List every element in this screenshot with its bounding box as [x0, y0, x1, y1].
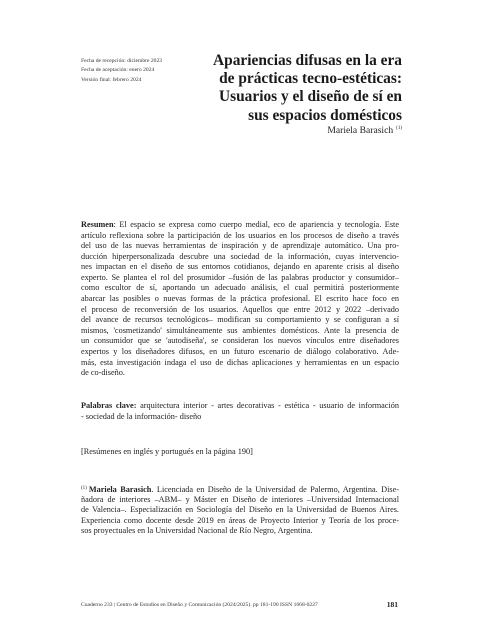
- abstract-line: del uso de las nuevas herramientas de inspiración y de aprendizaje automático. Una pro-: [81, 241, 399, 251]
- abstract-line: expertos y los diseñadores difusos, en un futuro escenario de diálogo colaborativo. Ade-: [81, 346, 399, 356]
- bio-line: Experiencia como docente desde 2019 en áreas de Proyecto Interior y Teoría de los proce-: [81, 515, 399, 525]
- abstract-label: Resumen: [81, 220, 114, 229]
- abstract-line: experto. Se plantea el rol del prosumidor –fusión de las palabras productor y consumidor–: [81, 272, 399, 282]
- title-line: de prácticas tecno-estéticas:: [219, 70, 402, 88]
- keywords-line: Palabras clave: arquitectura interior - artes decorativas - estética - usuario de información: [81, 401, 399, 410]
- abstract-line: abarcar las posibles o nuevas formas de la práctica profesional. El escrito hace foco en: [81, 294, 399, 304]
- translations-note: [Resúmenes en inglés y portugués en la página 190]: [81, 447, 253, 456]
- bio-line: $^{(1)}$ Mariela Barasich. Licenciada en Diseño de la Universidad de Palermo, Argentina. Dise-: [81, 485, 399, 494]
- article-title: [172, 52, 402, 125]
- bio-name: Mariela Barasich: [88, 485, 152, 494]
- abstract-line: Resumen: El espacio se expresa como cuerpo medial, eco de apariencia y tecnología. Este: [81, 220, 399, 229]
- abstract-line: nes impactan en el diseño de sus entornos cotidianos, dejando en aparente crisis al diseño: [81, 262, 399, 272]
- author-footnote-marker: (1): [396, 126, 402, 131]
- page-number: 181: [386, 600, 398, 609]
- bio-line: sos proyectuales en la Universidad Nacional de Río Negro, Argentina.: [81, 526, 313, 536]
- abstract-line: como escultor de sí, aportando un adecuado análisis, el cual permitirá posteriormente: [81, 283, 399, 293]
- journal-footer: Cuaderno 233 | Centro de Estudios en Diseño y Comunicación (2024/2025). pp 181-190 ISSN 1668-0227: [81, 602, 318, 608]
- bio-line: de Valencia–. Especialización en Sociología del Diseño en la Universidad de Buenos Aires.: [81, 505, 399, 515]
- author-bio-footnote: [81, 484, 399, 537]
- date-received: Fecha de recepción: diciembre 2023: [81, 58, 163, 64]
- keywords-label: Palabras clave:: [81, 401, 137, 410]
- bio-footnote-marker: (1): [81, 486, 87, 491]
- keywords-line: - sociedad de la información- diseño: [81, 411, 202, 421]
- bio-line: ñadora de interiores –ABM– y Máster en Diseño de interiores –Universidad Internacional: [81, 494, 399, 504]
- title-line: Apariencias difusas en la era: [213, 52, 402, 69]
- author-name: Mariela Barasich: [327, 125, 394, 136]
- author-line: [327, 125, 402, 136]
- abstract-line: ducción hiperpersonalizada descubre una sociedad de la información, cuyas intervencio-: [81, 251, 399, 261]
- date-accepted: Fecha de aceptación: enero 2024: [81, 67, 155, 74]
- abstract-line: artículo reflexiona sobre la participación de los usuarios en los procesos de diseño a través: [81, 230, 399, 240]
- abstract-line: de co-diseño.: [81, 368, 125, 378]
- title-line: Usuarios y el diseño de sí en: [219, 88, 402, 106]
- abstract: [81, 220, 399, 379]
- abstract-line: un consumidor que se 'autodiseña', se consideran los nuevos vínculos entre diseñadores: [81, 336, 399, 346]
- title-line: sus espacios domésticos: [248, 106, 402, 124]
- date-final: Versión final: febrero 2024: [81, 76, 142, 83]
- abstract-line: del avance de recursos tecnológicos– modifican su comportamiento y se configuran a sí: [81, 315, 399, 325]
- abstract-line: más, esta investigación indaga el uso de dichas aplicaciones y herramientas en un espacio: [81, 357, 399, 367]
- abstract-line: mismos, 'cosmetizando' simultáneamente sus ambientes domésticos. Ante la presencia de: [81, 325, 399, 335]
- abstract-line: el proceso de reconversión de los usuarios. Aquellos que entre 2012 y 2022 –derivado: [81, 304, 399, 314]
- keywords: [81, 401, 399, 422]
